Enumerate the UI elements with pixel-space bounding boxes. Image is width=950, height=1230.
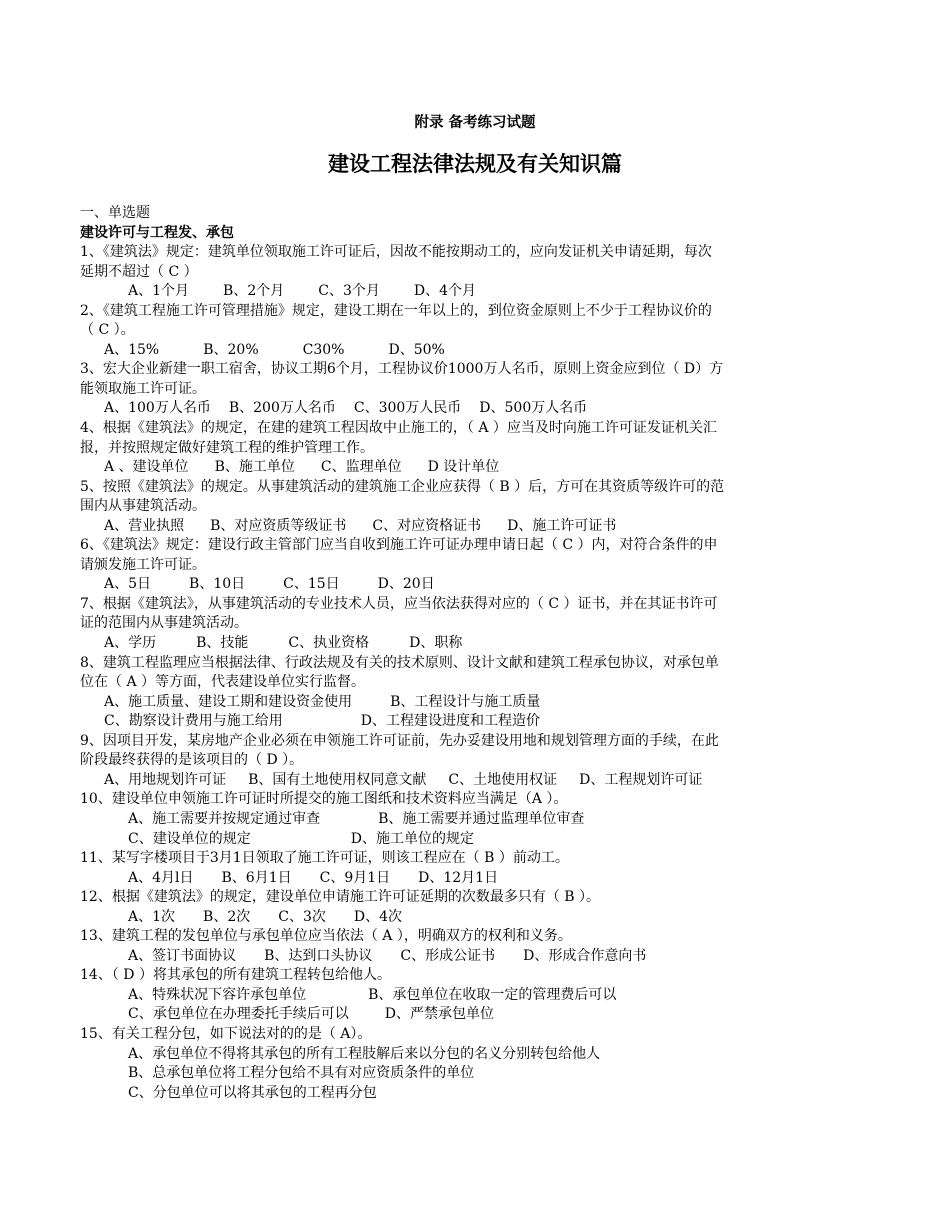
- question-line: 位在（ A ）等方面，代表建设单位实行监督。: [80, 674, 366, 691]
- answer-option: D、500万人名币: [479, 400, 588, 417]
- answer-options-line: [80, 830, 840, 850]
- answer-option: A、1个月: [128, 283, 190, 300]
- subsection-heading: 建设许可与工程发、承包: [80, 224, 234, 241]
- question-line: 14、（ D ）将其承包的所有建筑工程转包给他人。: [80, 967, 391, 984]
- answer-option: C、土地使用权证: [448, 771, 558, 788]
- question-line: 证的范围内从事建筑活动。: [80, 615, 248, 632]
- answer-option: D 设计单位: [427, 459, 500, 476]
- answer-option: A、施工质量、建设工期和建设资金使用: [104, 693, 353, 710]
- question-line: 延期不超过（ C ）: [80, 263, 198, 280]
- question-line: 请颁发施工许可证。: [80, 556, 206, 573]
- answer-option: C、监理单位: [320, 459, 402, 476]
- question-line: 10、建设单位申领施工许可证时所提交的施工图纸和技术资料应当满足（A ）。: [80, 791, 568, 808]
- answer-option: D、20日: [377, 576, 435, 593]
- answer-option: C、对应资格证书: [372, 517, 482, 534]
- answer-option: D、形成合作意向书: [523, 947, 647, 964]
- answer-option: B、国有土地使用权同意文献: [248, 771, 427, 788]
- question-line: 9、因项目开发，某房地产企业必须在申领施工许可证前，先办妥建设用地和规划管理方面的手续，在此: [80, 732, 719, 749]
- document-body: [80, 204, 840, 1103]
- question-line: 4、根据《建筑法》的规定，在建的建筑工程因故中止施工的，（ A ）应当及时向施工许可证发证机关汇: [80, 420, 717, 437]
- question-line: （ C ）。: [80, 322, 135, 339]
- answer-option: D、施工单位的规定: [350, 830, 474, 847]
- answer-option: A 、建设单位: [104, 459, 189, 476]
- answer-options-line: [80, 575, 840, 595]
- question-line: 3、宏大企业新建一职工宿舍，协议工期6个月，工程协议价1000万人名币，原则上资金应到位（ D）方: [80, 361, 724, 378]
- answer-option: D、工程建设进度和工程造价: [360, 713, 540, 730]
- answer-option: A、签订书面协议: [128, 947, 237, 964]
- question-line: 阶段最终获得的是该项目的（ D ）。: [80, 752, 304, 769]
- answer-option: C、3次: [278, 908, 326, 925]
- answer-option: C、3个月: [318, 283, 380, 300]
- answer-option: D、4个月: [413, 283, 476, 300]
- answer-option: A、4月l日: [128, 869, 194, 886]
- answer-option: D、职称: [409, 635, 463, 652]
- question-line: 6、《建筑法》规定：建设行政主管部门应当自收到施工许可证办理申请日起（ C ）内，对符合条件的申: [80, 537, 718, 554]
- question-line: 8、建筑工程监理应当根据法律、行政法规及有关的技术原则、设计文献和建筑工程承包协议，对承包单: [80, 654, 719, 671]
- answer-options-line: [80, 693, 840, 713]
- answer-option: D、严禁承包单位: [384, 1006, 494, 1023]
- answer-options-line: [80, 771, 840, 791]
- answer-option: A、5日: [104, 576, 152, 593]
- answer-option: C、承包单位在办理委托手续后可以: [128, 1006, 349, 1023]
- answer-option: D、施工许可证书: [507, 517, 617, 534]
- answer-option: C、勘察设计费用与施工给用: [104, 713, 283, 730]
- answer-option: B、20%: [203, 341, 259, 358]
- answer-options-line: [80, 517, 840, 537]
- answer-option: A、营业执照: [104, 517, 185, 534]
- answer-option: A、特殊状况下容许承包单位: [128, 986, 307, 1003]
- answer-option-line: C、分包单位可以将其承包的工程再分包: [128, 1084, 377, 1101]
- answer-option: C、9月1日: [319, 869, 391, 886]
- answer-option: C、建设单位的规定: [128, 830, 251, 847]
- appendix-title: 附录 备考练习试题: [414, 115, 536, 131]
- answer-option: A、15%: [104, 341, 160, 358]
- answer-option: A、施工需要并按规定通过审查: [128, 810, 321, 827]
- answer-options-line: [80, 712, 840, 732]
- question-list: [80, 243, 840, 1103]
- answer-option: D、4次: [353, 908, 402, 925]
- answer-option: B、对应资质等级证书: [210, 517, 347, 534]
- answer-option: D、50%: [388, 341, 445, 358]
- question-line: 13、建筑工程的发包单位与承包单位应当依法（ A ），明确双方的权利和义务。: [80, 928, 572, 945]
- answer-options-line: [80, 282, 840, 302]
- answer-options-line: [80, 634, 840, 654]
- answer-option: B、2次: [203, 908, 251, 925]
- answer-option: C30%: [302, 341, 345, 358]
- answer-option: A、用地规划许可证: [104, 771, 227, 788]
- question-line: 1、《建筑法》规定：建筑单位领取施工许可证后，因故不能按期动工的，应向发证机关申请延期，每次: [80, 244, 712, 261]
- question-line: 7、根据《建筑法》，从事建筑活动的专业技术人员，应当依法获得对应的（ C ）证书，并在其证书许可: [80, 595, 718, 612]
- answer-option-line: B、总承包单位将工程分包给不具有对应资质条件的单位: [128, 1065, 475, 1082]
- answer-options-line: [80, 341, 840, 361]
- answer-options-line: [80, 947, 840, 967]
- answer-option: D、工程规划许可证: [579, 771, 703, 788]
- question-line: 11、某写字楼项目于3月1日领取了施工许可证，则该工程应在（ B ）前动工。: [80, 850, 569, 867]
- question-line: 报，并按照规定做好建筑工程的维护管理工作。: [80, 439, 374, 456]
- question-line: 能领取施工许可证。: [80, 380, 206, 397]
- answer-options-line: [80, 908, 840, 928]
- answer-option: B、施工需要并通过监理单位审查: [378, 810, 585, 827]
- answer-option: C、执业资格: [288, 635, 370, 652]
- answer-option: A、1次: [128, 908, 176, 925]
- answer-options-line: [80, 1005, 840, 1025]
- answer-option: D、12月1日: [418, 869, 499, 886]
- answer-options-line: [80, 399, 840, 419]
- answer-option: B、工程设计与施工质量: [390, 693, 541, 710]
- answer-options-line: [80, 810, 840, 830]
- answer-options-line: [80, 458, 840, 478]
- answer-option-line: A、承包单位不得将其承包的所有工程肢解后来以分包的名义分别转包给他人: [128, 1045, 601, 1062]
- question-line: 5、按照《建筑法》的规定。从事建筑活动的建筑施工企业应获得（ B ）后，方可在其资质等级许可的范: [80, 478, 725, 495]
- question-line: 15、有关工程分包，如下说法对的的是（ A）。: [80, 1025, 372, 1042]
- section-heading: 一、单选题: [80, 205, 150, 221]
- answer-option: C、15日: [283, 576, 340, 593]
- answer-option: C、形成公证书: [400, 947, 496, 964]
- answer-option: B、承包单位在收取一定的管理费后可以: [368, 986, 617, 1003]
- answer-option: B、施工单位: [214, 459, 295, 476]
- main-title: 建设工程法律法规及有关知识篇: [328, 152, 622, 176]
- answer-option: B、10日: [189, 576, 246, 593]
- answer-option: C、300万人民币: [353, 400, 462, 417]
- answer-option: A、学历: [104, 635, 157, 652]
- answer-option: B、技能: [196, 635, 249, 652]
- answer-options-line: [80, 869, 840, 889]
- answer-options-line: [80, 986, 840, 1006]
- answer-option: B、6月1日: [221, 869, 292, 886]
- question-line: 围内从事建筑活动。: [80, 498, 206, 515]
- answer-option: B、2个月: [223, 283, 285, 300]
- answer-option: A、100万人名币: [104, 400, 211, 417]
- answer-option: B、达到口头协议: [264, 947, 373, 964]
- question-line: 12、根据《建筑法》的规定，建设单位申请施工许可证延期的次数最多只有（ B ）。: [80, 889, 601, 906]
- answer-option: B、200万人名币: [228, 400, 336, 417]
- question-line: 2、《建筑工程施工许可管理措施》规定，建设工期在一年以上的，到位资金原则上不少于工程协议价的: [80, 302, 712, 319]
